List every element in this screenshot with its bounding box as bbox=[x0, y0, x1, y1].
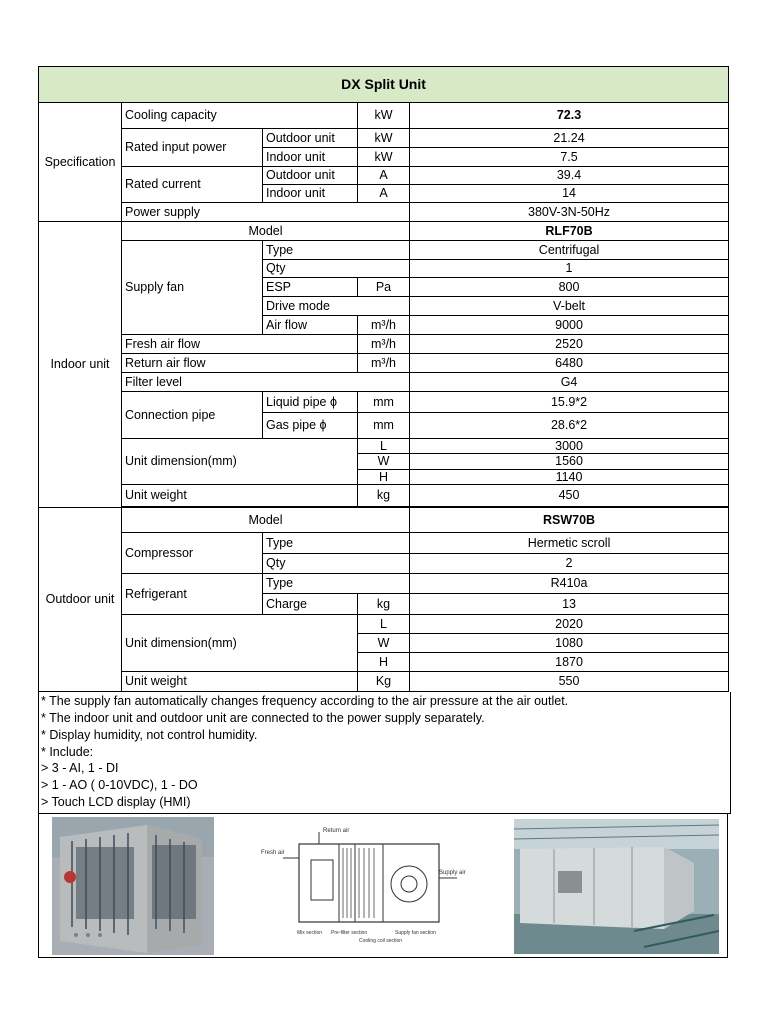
indoor-dim-l-value: 3000 bbox=[410, 439, 729, 454]
supply-fan-qty-label: Qty bbox=[263, 260, 410, 278]
supply-fan-label: Supply fan bbox=[122, 241, 263, 335]
fresh-air-label: Fresh air flow bbox=[122, 335, 358, 354]
note-line: > Touch LCD display (HMI) bbox=[41, 794, 191, 809]
note-line: * The supply fan automatically changes frequency according to the air pressure at the air outlet. bbox=[41, 694, 569, 709]
supply-fan-esp-label: ESP bbox=[263, 278, 358, 297]
outdoor-weight-label: Unit weight bbox=[122, 672, 358, 692]
indoor-dim-h-value: 1140 bbox=[410, 469, 729, 484]
indoor-weight-value: 450 bbox=[410, 485, 729, 507]
note-line: * Display humidity, not control humidity. bbox=[41, 727, 258, 742]
rated-input-indoor-unit: kW bbox=[358, 148, 410, 167]
indoor-dim-w-label: W bbox=[358, 454, 410, 469]
fresh-air-unit: m³/h bbox=[358, 335, 410, 354]
power-supply-value: 380V-3N-50Hz bbox=[410, 203, 729, 222]
diagram-supply-air-label: Supply air bbox=[439, 869, 466, 876]
compressor-type-label: Type bbox=[263, 533, 410, 554]
refrigerant-charge-label: Charge bbox=[263, 594, 358, 615]
refrigerant-type-label: Type bbox=[263, 574, 410, 594]
refrigerant-charge-unit: kg bbox=[358, 594, 410, 615]
outdoor-model-label: Model bbox=[122, 508, 410, 533]
supply-fan-type-label: Type bbox=[263, 241, 410, 260]
supply-fan-qty-value: 1 bbox=[410, 260, 729, 278]
filter-level-label: Filter level bbox=[122, 373, 410, 392]
outdoor-dim-w-label: W bbox=[358, 634, 410, 653]
rated-current-indoor-unit: A bbox=[358, 185, 410, 203]
filter-level-value: G4 bbox=[410, 373, 729, 392]
sheet-title: DX Split Unit bbox=[39, 67, 729, 103]
supply-fan-drive-value: V-belt bbox=[410, 297, 729, 316]
note-line: * Include: bbox=[41, 744, 94, 759]
rated-current-outdoor-value: 39.4 bbox=[410, 167, 729, 185]
photos-row bbox=[38, 814, 728, 958]
indoor-dim-w-value: 1560 bbox=[410, 454, 729, 469]
rated-current-label: Rated current bbox=[122, 167, 263, 203]
refrigerant-label: Refrigerant bbox=[122, 574, 263, 615]
indoor-model-label: Model bbox=[122, 222, 410, 241]
rated-current-indoor-value: 14 bbox=[410, 185, 729, 203]
rated-input-outdoor-unit: kW bbox=[358, 129, 410, 148]
section-specification: Specification bbox=[39, 103, 122, 222]
rated-input-outdoor-value: 21.24 bbox=[410, 129, 729, 148]
diagram-prefilter-label: Pre-filter section bbox=[331, 929, 368, 936]
compressor-qty-label: Qty bbox=[263, 554, 410, 574]
outdoor-dim-l-label: L bbox=[358, 615, 410, 634]
supply-fan-drive-label: Drive mode bbox=[263, 297, 410, 316]
compressor-type-value: Hermetic scroll bbox=[410, 533, 729, 554]
outdoor-dimension-label: Unit dimension(mm) bbox=[122, 615, 358, 672]
indoor-dim-h-label: H bbox=[358, 469, 410, 484]
outdoor-model-value: RSW70B bbox=[410, 508, 729, 533]
note-line: * The indoor unit and outdoor unit are connected to the power supply separately. bbox=[41, 710, 485, 725]
cooling-capacity-unit: kW bbox=[358, 103, 410, 129]
supply-fan-airflow-value: 9000 bbox=[410, 316, 729, 335]
outdoor-dim-h-label: H bbox=[358, 653, 410, 672]
return-air-unit: m³/h bbox=[358, 354, 410, 373]
outdoor-weight-value: 550 bbox=[410, 672, 729, 692]
spec-table bbox=[38, 66, 729, 692]
supply-fan-type-value: Centrifugal bbox=[410, 241, 729, 260]
rated-current-outdoor-unit: A bbox=[358, 167, 410, 185]
rated-input-indoor-value: 7.5 bbox=[410, 148, 729, 167]
supply-fan-airflow-unit: m³/h bbox=[358, 316, 410, 335]
gas-pipe-value: 28.6*2 bbox=[410, 413, 729, 439]
supply-fan-esp-value: 800 bbox=[410, 278, 729, 297]
outdoor-dim-h-value: 1870 bbox=[410, 653, 729, 672]
return-air-value: 6480 bbox=[410, 354, 729, 373]
rated-input-outdoor-label: Outdoor unit bbox=[263, 129, 358, 148]
indoor-unit-photo bbox=[514, 819, 719, 954]
notes-section bbox=[38, 692, 731, 814]
outdoor-dim-w-value: 1080 bbox=[410, 634, 729, 653]
supply-fan-esp-unit: Pa bbox=[358, 278, 410, 297]
indoor-dimension-label: Unit dimension(mm) bbox=[122, 439, 358, 485]
cooling-capacity-label: Cooling capacity bbox=[122, 103, 358, 129]
diagram-fresh-air-label: Fresh air bbox=[261, 849, 285, 856]
section-outdoor-unit: Outdoor unit bbox=[39, 508, 122, 692]
return-air-label: Return air flow bbox=[122, 354, 358, 373]
indoor-weight-unit: kg bbox=[358, 485, 410, 507]
fresh-air-value: 2520 bbox=[410, 335, 729, 354]
rated-current-indoor-label: Indoor unit bbox=[263, 185, 358, 203]
indoor-weight-label: Unit weight bbox=[122, 485, 358, 507]
outdoor-dim-l-value: 2020 bbox=[410, 615, 729, 634]
diagram-return-air-label: Return air bbox=[323, 827, 350, 834]
refrigerant-type-value: R410a bbox=[410, 574, 729, 594]
liquid-pipe-value: 15.9*2 bbox=[410, 392, 729, 413]
gas-pipe-label: Gas pipe ϕ bbox=[263, 413, 358, 439]
supply-fan-airflow-label: Air flow bbox=[263, 316, 358, 335]
section-indoor-unit: Indoor unit bbox=[39, 222, 122, 508]
spec-sheet bbox=[38, 66, 728, 958]
rated-input-power-label: Rated input power bbox=[122, 129, 263, 167]
power-supply-label: Power supply bbox=[122, 203, 410, 222]
compressor-label: Compressor bbox=[122, 533, 263, 574]
rated-current-outdoor-label: Outdoor unit bbox=[263, 167, 358, 185]
connection-pipe-label: Connection pipe bbox=[122, 392, 263, 439]
note-line: > 3 - AI, 1 - DI bbox=[41, 761, 119, 776]
outdoor-unit-photo bbox=[52, 817, 214, 955]
diagram-supply-fan-label: Supply fan section bbox=[395, 929, 436, 936]
rated-input-indoor-label: Indoor unit bbox=[263, 148, 358, 167]
liquid-pipe-label: Liquid pipe ϕ bbox=[263, 392, 358, 413]
compressor-qty-value: 2 bbox=[410, 554, 729, 574]
refrigerant-charge-value: 13 bbox=[410, 594, 729, 615]
diagram-mix-section-label: Mix section bbox=[297, 929, 323, 936]
outdoor-weight-unit: Kg bbox=[358, 672, 410, 692]
indoor-dim-l-label: L bbox=[358, 439, 410, 454]
indoor-unit-diagram bbox=[259, 822, 469, 950]
indoor-model-value: RLF70B bbox=[410, 222, 729, 241]
liquid-pipe-unit: mm bbox=[358, 392, 410, 413]
gas-pipe-unit: mm bbox=[358, 413, 410, 439]
note-line: > 1 - AO ( 0-10VDC), 1 - DO bbox=[41, 778, 198, 793]
diagram-cooling-label: Cooling coil section bbox=[359, 937, 403, 944]
cooling-capacity-value: 72.3 bbox=[410, 103, 729, 129]
